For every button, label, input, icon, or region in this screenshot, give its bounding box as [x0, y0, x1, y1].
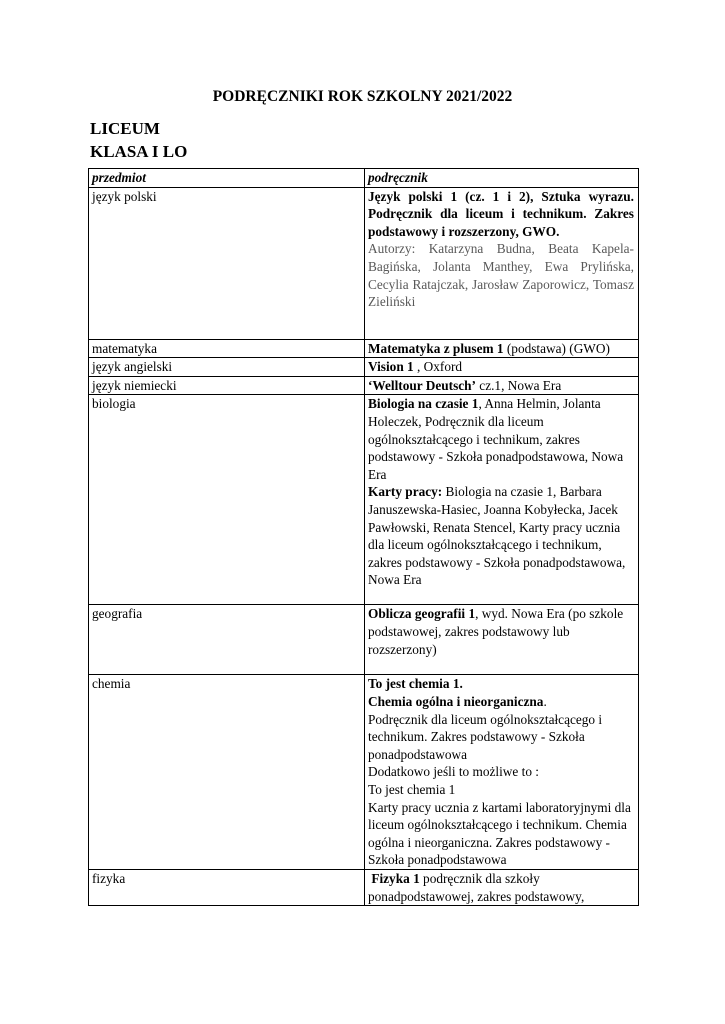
book-title: Vision 1 — [368, 359, 414, 375]
subject-cell: biologia — [89, 395, 365, 605]
subject-cell: matematyka — [89, 339, 365, 358]
book-cell — [365, 605, 639, 675]
textbook-table — [88, 168, 639, 906]
column-header-subject: przedmiot — [89, 169, 365, 188]
book-cell — [365, 675, 639, 870]
page-title: PODRĘCZNIKI ROK SZKOLNY 2021/2022 — [212, 88, 513, 105]
book-authors: Autorzy: Katarzyna Budna, Beata Kapela-Bagińska, Jolanta Manthey, Ewa Prylińska, Cecylia Ratajczak, Jarosław Zaporowicz, Tomasz Zieliński — [368, 241, 634, 310]
subject-cell: język niemiecki — [89, 376, 365, 395]
book-title: Biologia na czasie 1 — [368, 396, 479, 412]
book-details: , Anna Helmin, Jolanta Holeczek, Podręcznik dla liceum ogólnokształcącego i technikum, zakres podstawowy - Szkoła ponadpodstawowa, Nowa Era — [368, 396, 624, 482]
book-cell — [365, 376, 639, 395]
subject-cell: fizyka — [89, 869, 365, 905]
table-row — [89, 339, 639, 358]
table-row — [89, 605, 639, 675]
book-details: podręcznik dla szkoły ponadpodstawowej, zakres podstawowy, — [368, 870, 585, 904]
book-cell — [365, 358, 639, 377]
book-cell — [365, 869, 639, 905]
subject-cell: geografia — [89, 605, 365, 675]
book-details: Podręcznik dla liceum ogólnokształcącego i technikum. Zakres podstawowy - Szkoła ponadpodstawowa Dodatkowo jeśli to możliwe to : To jest chemia 1 Karty pracy ucznia z kartami laboratoryjnymi dla liceum ogólnokształcącego i technikum. Chemia ogólna i nieorganiczna. Zakres podstawowy - Szkoła ponadpodstawowa — [368, 711, 631, 868]
book-title: Fizyka 1 — [371, 870, 420, 886]
book-subtitle: Chemia ogólna i nieorganiczna — [368, 693, 544, 709]
table-row — [89, 869, 639, 905]
book-details: (podstawa) (GWO) — [503, 340, 610, 356]
book-cell — [365, 395, 639, 605]
book-cell — [365, 187, 639, 339]
table-row — [89, 187, 639, 339]
school-type-heading: LICEUM — [90, 119, 160, 138]
subject-cell: język angielski — [89, 358, 365, 377]
book-title: ‘Welltour Deutsch’ — [368, 377, 476, 393]
column-header-book: podręcznik — [365, 169, 639, 188]
book-details: , wyd. Nowa Era (po szkole podstawowej, zakres podstawowy lub rozszerzony) — [368, 606, 624, 657]
book-cell — [365, 339, 639, 358]
worksheet-details: Biologia na czasie 1, Barbara Januszewska-Hasiec, Joanna Kobyłecka, Jacek Pawłowski, Renata Stencel, Karty pracy ucznia dla liceum ogólnokształcącego i technikum, zakres podstawowy - Szkoła ponadpodstawowa, Nowa Era — [368, 484, 626, 588]
worksheet-label: Karty pracy: — [368, 484, 443, 500]
book-details: , Oxford — [413, 359, 463, 375]
table-header-row — [89, 169, 639, 188]
book-title: Język polski 1 (cz. 1 i 2), Sztuka wyrazu. Podręcznik dla liceum i technikum. Zakres podstawowy i rozszerzony, GWO. — [368, 188, 634, 239]
book-subtitle-punct: . — [543, 693, 547, 709]
book-title: To jest chemia 1. — [368, 676, 463, 692]
table-row — [89, 358, 639, 377]
subject-cell: język polski — [89, 187, 365, 339]
book-title: Matematyka z plusem 1 — [368, 340, 504, 356]
class-heading: KLASA I LO — [90, 142, 188, 161]
subject-cell: chemia — [89, 675, 365, 870]
book-details: cz.1, Nowa Era — [475, 377, 562, 393]
table-row — [89, 376, 639, 395]
table-row — [89, 395, 639, 605]
book-title: Oblicza geografii 1 — [368, 606, 476, 622]
table-row — [89, 675, 639, 870]
